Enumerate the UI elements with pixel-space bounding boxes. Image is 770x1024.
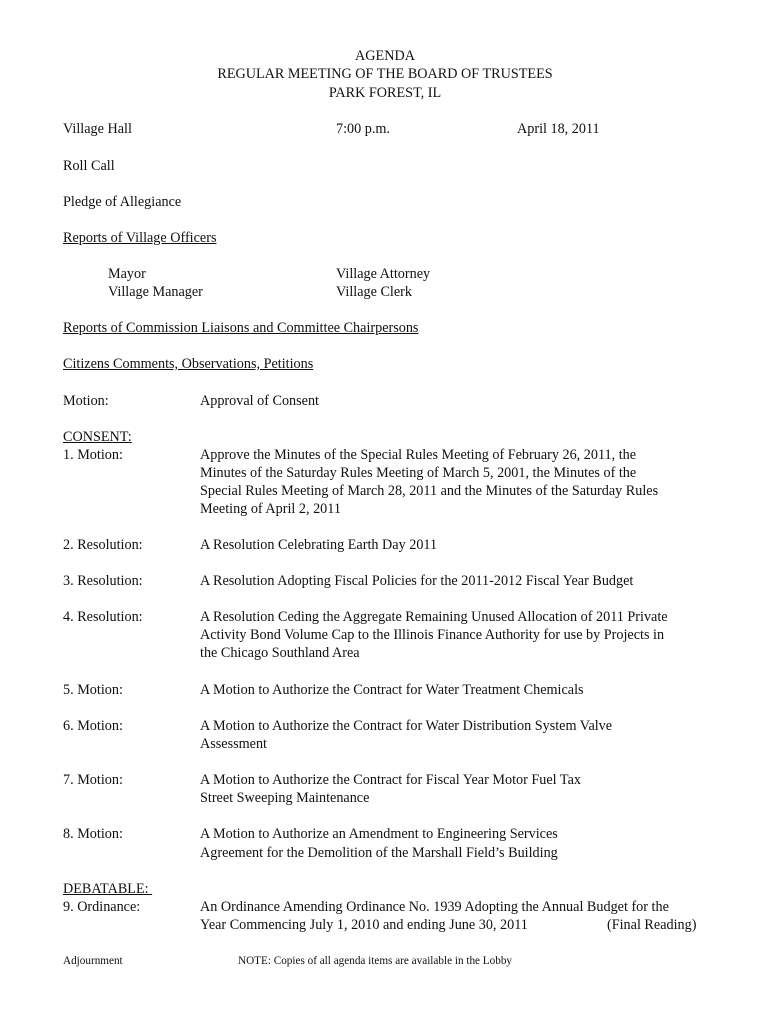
officers-heading: Reports of Village Officers (63, 230, 217, 246)
agenda-item-line: A Motion to Authorize the Contract for Fiscal Year Motor Fuel Tax (200, 772, 581, 788)
officer-mayor: Mayor (108, 266, 146, 282)
agenda-item-line: Year Commencing July 1, 2010 and ending June 30, 2011 (200, 917, 528, 933)
meeting-location: Village Hall (63, 121, 132, 137)
debatable-heading-text: DEBATABLE: (63, 881, 149, 897)
consent-motion-label: Motion: (63, 393, 109, 409)
agenda-item-label: 2. Resolution: (63, 537, 143, 553)
roll-call: Roll Call (63, 158, 115, 174)
agenda-item-label: 9. Ordinance: (63, 899, 141, 915)
agenda-item-line: A Resolution Celebrating Earth Day 2011 (200, 537, 438, 553)
agenda-item-line: A Motion to Authorize an Amendment to Engineering Services (200, 826, 558, 842)
pledge: Pledge of Allegiance (63, 194, 182, 210)
agenda-item-label: 5. Motion: (63, 682, 123, 698)
agenda-item-label: 6. Motion: (63, 718, 123, 734)
agenda-item-line: Meeting of April 2, 2011 (200, 501, 341, 517)
agenda-item-line: A Resolution Adopting Fiscal Policies for the 2011-2012 Fiscal Year Budget (200, 573, 634, 589)
agenda-item-line: Activity Bond Volume Cap to the Illinois Finance Authority for use by Projects in (200, 627, 665, 643)
meeting-title: REGULAR MEETING OF THE BOARD OF TRUSTEES (217, 66, 553, 82)
officer-attorney: Village Attorney (336, 266, 431, 282)
agenda-item-line: Street Sweeping Maintenance (200, 790, 370, 806)
agenda-item-label: 7. Motion: (63, 772, 123, 788)
officer-manager: Village Manager (108, 284, 203, 300)
agenda-item-line: Special Rules Meeting of March 28, 2011 and the Minutes of the Saturday Rules (200, 483, 659, 499)
agenda-item-label: 3. Resolution: (63, 573, 143, 589)
agenda-item-line: A Motion to Authorize the Contract for Water Treatment Chemicals (200, 682, 584, 698)
agenda-item-line: Assessment (200, 736, 267, 752)
lobby-note: NOTE: Copies of all agenda items are available in the Lobby (238, 955, 513, 967)
officer-clerk: Village Clerk (336, 284, 412, 300)
municipality: PARK FOREST, IL (328, 85, 442, 101)
liaisons-heading: Reports of Commission Liaisons and Committee Chairpersons (63, 320, 419, 336)
consent-heading: CONSENT: (63, 429, 132, 445)
final-reading-note: (Final Reading) (607, 917, 697, 933)
debatable-heading (63, 880, 163, 898)
agenda-item-line: A Motion to Authorize the Contract for Water Distribution System Valve (200, 718, 613, 734)
consent-motion-text: Approval of Consent (200, 393, 320, 409)
agenda-item-line: A Resolution Ceding the Aggregate Remaining Unused Allocation of 2011 Private (200, 609, 668, 625)
meeting-date: April 18, 2011 (517, 121, 600, 137)
agenda-item-line: Minutes of the Saturday Rules Meeting of March 5, 2001, the Minutes of the (200, 465, 637, 481)
agenda-item-line: Approve the Minutes of the Special Rules Meeting of February 26, 2011, the (200, 447, 637, 463)
agenda-item-label: 8. Motion: (63, 826, 123, 842)
citizens-heading: Citizens Comments, Observations, Petitions (63, 356, 314, 372)
meeting-time: 7:00 p.m. (336, 121, 390, 137)
heading-underline-extension (149, 880, 163, 898)
agenda-item-line: the Chicago Southland Area (200, 645, 360, 661)
agenda-item-line: An Ordinance Amending Ordinance No. 1939 Adopting the Annual Budget for the (200, 899, 669, 915)
adjournment: Adjournment (63, 955, 123, 967)
agenda-title: AGENDA (355, 48, 415, 64)
agenda-item-label: 4. Resolution: (63, 609, 143, 625)
agenda-item-label: 1. Motion: (63, 447, 123, 463)
agenda-item-line: Agreement for the Demolition of the Marshall Field’s Building (200, 845, 558, 861)
